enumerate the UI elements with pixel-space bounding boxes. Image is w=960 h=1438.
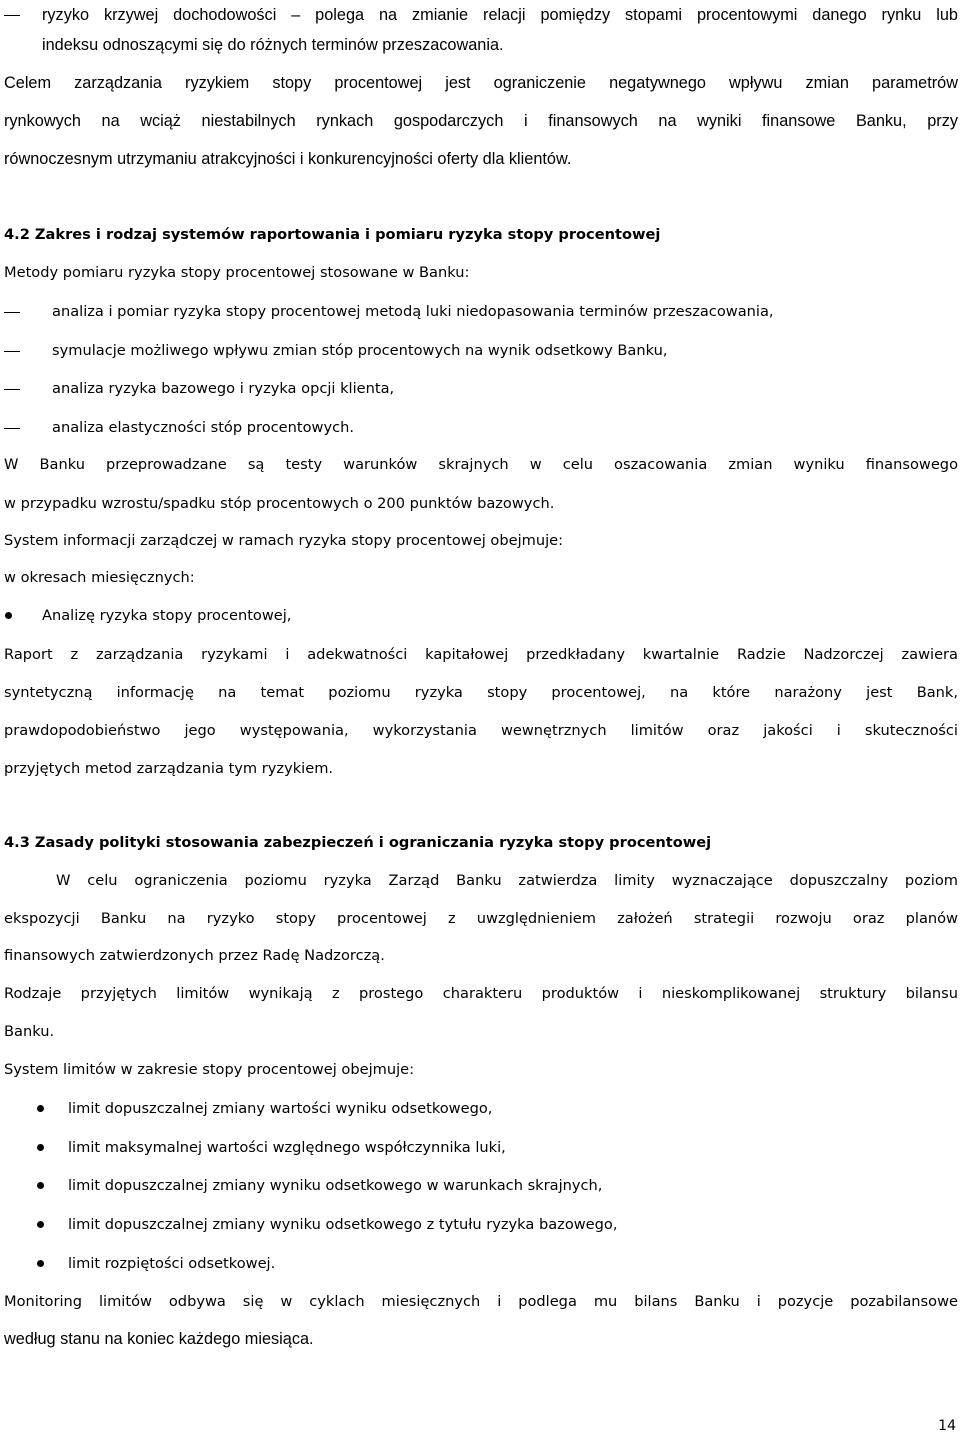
list-item-cont: indeksu odnoszącymi się do różnych terminów przeszacowania.: [42, 36, 504, 54]
list-item: limit maksymalnej wartości względnego współczynnika luki,: [68, 1139, 506, 1156]
paragraph-line: w przypadku wzrostu/spadku stóp procentowych o 200 punktów bazowych.: [4, 495, 555, 512]
dash-bullet: [4, 389, 20, 390]
round-bullet: [37, 1221, 44, 1228]
list-item: limit dopuszczalnej zmiany wyniku odsetkowego z tytułu ryzyka bazowego,: [68, 1216, 618, 1233]
paragraph-line: W celu ograniczenia poziomu ryzyka Zarząd Banku zatwierdza limity wyznaczające dopuszczalny poziom: [56, 872, 958, 889]
section-heading: 4.2 Zakres i rodzaj systemów raportowania i pomiaru ryzyka stopy procentowej: [4, 226, 661, 243]
list-item: Analizę ryzyka stopy procentowej,: [42, 607, 292, 624]
paragraph-line: rynkowych na wciąż niestabilnych rynkach gospodarczych i finansowych na wyniki finansowe Banku, przy: [4, 112, 958, 130]
dash-bullet: [4, 15, 20, 16]
list-item: limit dopuszczalnej zmiany wartości wyniku odsetkowego,: [68, 1100, 493, 1117]
paragraph-line: prawdopodobieństwo jego występowania, wykorzystania wewnętrznych limitów oraz jakości i skuteczności: [4, 722, 958, 739]
paragraph-line: System informacji zarządczej w ramach ryzyka stopy procentowej obejmuje:: [4, 532, 564, 549]
list-item: limit rozpiętości odsetkowej.: [68, 1255, 276, 1272]
list-item: analiza i pomiar ryzyka stopy procentowej metodą luki niedopasowania terminów przeszacowania,: [52, 303, 774, 320]
paragraph-line: przyjętych metod zarządzania tym ryzykiem.: [4, 760, 334, 777]
paragraph-line: Raport z zarządzania ryzykami i adekwatności kapitałowej przedkładany kwartalnie Radzie Nadzorczej zawiera: [4, 646, 958, 663]
dash-bullet: [4, 351, 20, 352]
round-bullet: [37, 1260, 44, 1267]
list-item: analiza elastyczności stóp procentowych.: [52, 419, 355, 436]
paragraph-line: w okresach miesięcznych:: [4, 569, 195, 586]
list-item: analiza ryzyka bazowego i ryzyka opcji klienta,: [52, 380, 395, 397]
round-bullet: [5, 612, 12, 619]
section-heading: 4.3 Zasady polityki stosowania zabezpieczeń i ograniczania ryzyka stopy procentowej: [4, 834, 712, 851]
dash-bullet: [4, 428, 20, 429]
paragraph-line: System limitów w zakresie stopy procentowej obejmuje:: [4, 1061, 415, 1078]
paragraph-line: równoczesnym utrzymaniu atrakcyjności i konkurencyjności oferty dla klientów.: [4, 150, 572, 168]
paragraph-line: Rodzaje przyjętych limitów wynikają z prostego charakteru produktów i nieskomplikowanej struktury bilansu: [4, 985, 958, 1002]
round-bullet: [37, 1182, 44, 1189]
page-number: 14: [938, 1418, 956, 1434]
paragraph-line: finansowych zatwierdzonych przez Radę Nadzorczą.: [4, 947, 385, 964]
list-item: symulacje możliwego wpływu zmian stóp procentowych na wynik odsetkowy Banku,: [52, 342, 668, 359]
paragraph-line: ekspozycji Banku na ryzyko stopy procentowej z uwzględnieniem założeń strategii rozwoju oraz planów: [4, 910, 958, 927]
round-bullet: [37, 1144, 44, 1151]
paragraph-line: Banku.: [4, 1023, 55, 1040]
round-bullet: [37, 1105, 44, 1112]
paragraph-line: Monitoring limitów odbywa się w cyklach miesięcznych i podlega mu bilans Banku i pozycje pozabilansowe: [4, 1293, 958, 1310]
paragraph-line: W Banku przeprowadzane są testy warunków skrajnych w celu oszacowania zmian wyniku finansowego: [4, 456, 958, 473]
paragraph-line: Celem zarządzania ryzykiem stopy procentowej jest ograniczenie negatywnego wpływu zmian parametrów: [4, 74, 958, 92]
list-item: ryzyko krzywej dochodowości – polega na zmianie relacji pomiędzy stopami procentowymi danego rynku lub: [42, 6, 958, 24]
dash-bullet: [4, 312, 20, 313]
list-item: limit dopuszczalnej zmiany wyniku odsetkowego w warunkach skrajnych,: [68, 1177, 603, 1194]
paragraph-line: Metody pomiaru ryzyka stopy procentowej stosowane w Banku:: [4, 264, 470, 281]
paragraph-line: syntetyczną informację na temat poziomu ryzyka stopy procentowej, na które narażony jest Bank,: [4, 684, 958, 701]
paragraph-line: według stanu na koniec każdego miesiąca.: [4, 1330, 314, 1348]
